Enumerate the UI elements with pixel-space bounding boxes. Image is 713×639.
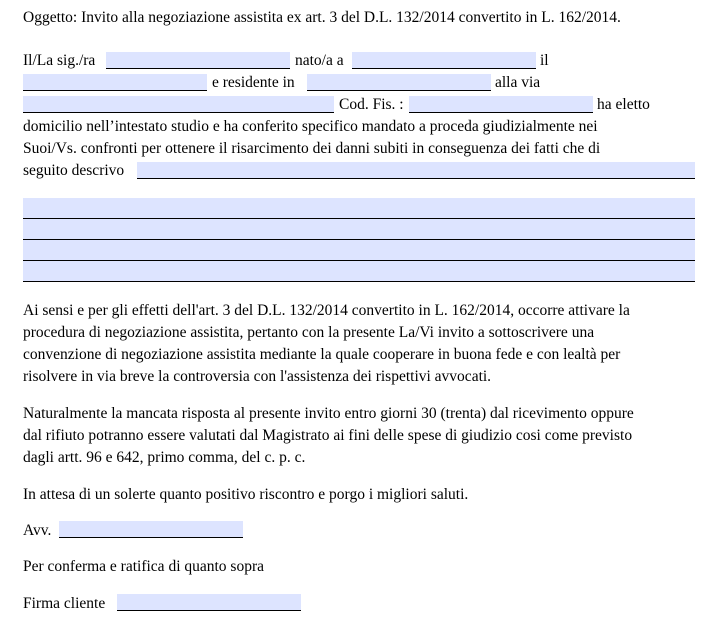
description-field-line-3[interactable] bbox=[23, 219, 695, 240]
tax-code-label: Cod. Fis. : bbox=[339, 96, 404, 113]
mandate-text-line-2: Suoi/Vs. confronti per ottenere il risarcimento dei danni subiti in conseguenza dei fatti che di bbox=[23, 140, 601, 157]
subject-line: Oggetto: Invito alla negoziazione assistita ex art. 3 del D.L. 132/2014 convertito in L. 162/2014. bbox=[23, 9, 621, 26]
description-field-line-5[interactable] bbox=[23, 261, 695, 282]
para2-line-1: Naturalmente la mancata risposta al presente invito entro giorni 30 (trenta) dal ricevimento oppure bbox=[23, 405, 634, 422]
confirm-line: Per conferma e ratifica di quanto sopra bbox=[23, 558, 265, 575]
para1-line-2: procedura di negoziazione assistita, pertanto con la presente La/Vi invito a sottoscrivere una bbox=[23, 324, 595, 341]
client-signature-field[interactable] bbox=[117, 594, 301, 611]
description-field-line-2[interactable] bbox=[23, 198, 695, 219]
para1-line-3: convenzione di negoziazione assistita mediante la quale cooperare in buona fede e con lealtà per bbox=[23, 346, 621, 363]
birthplace-label: nato/a a bbox=[295, 52, 344, 69]
birthplace-field[interactable] bbox=[352, 52, 536, 69]
birthdate-field[interactable] bbox=[23, 74, 207, 91]
street-label: alla via bbox=[495, 74, 541, 91]
para2-line-2: dal rifiuto potranno essere valutati dal Magistrato ai fini delle spese di giudizio cosi come previsto bbox=[23, 427, 633, 444]
birthdate-label: il bbox=[540, 52, 549, 69]
residence-label: e residente in bbox=[212, 74, 295, 91]
name-field[interactable] bbox=[106, 52, 290, 69]
closing-line: In attesa di un solerte quanto positivo riscontro e porgo i migliori saluti. bbox=[23, 486, 469, 503]
client-signature-label: Firma cliente bbox=[23, 595, 106, 612]
para1-line-4: risolvere in via breve la controversia con l'assistenza dei rispettivi avvocati. bbox=[23, 368, 492, 385]
para2-line-3: dagli artt. 96 e 642, primo comma, del c. p. c. bbox=[23, 449, 306, 466]
mandate-text-line-1: domicilio nell’intestato studio e ha conferito specifico mandato a proceda giudizialmente nei bbox=[23, 118, 598, 135]
street-field[interactable] bbox=[23, 96, 334, 113]
description-field-line-4[interactable] bbox=[23, 240, 695, 261]
lawyer-field[interactable] bbox=[59, 521, 243, 538]
name-label: Il/La sig./ra bbox=[23, 52, 96, 69]
elected-label: ha eletto bbox=[597, 96, 650, 113]
tax-code-field[interactable] bbox=[409, 96, 593, 113]
para1-line-1: Ai sensi e per gli effetti dell'art. 3 del D.L. 132/2014 convertito in L. 162/2014, occorre attivare la bbox=[23, 302, 630, 319]
description-label: seguito descrivo bbox=[23, 162, 125, 179]
lawyer-label: Avv. bbox=[23, 522, 52, 539]
residence-field[interactable] bbox=[307, 74, 491, 91]
description-field-line-1[interactable] bbox=[137, 162, 695, 179]
